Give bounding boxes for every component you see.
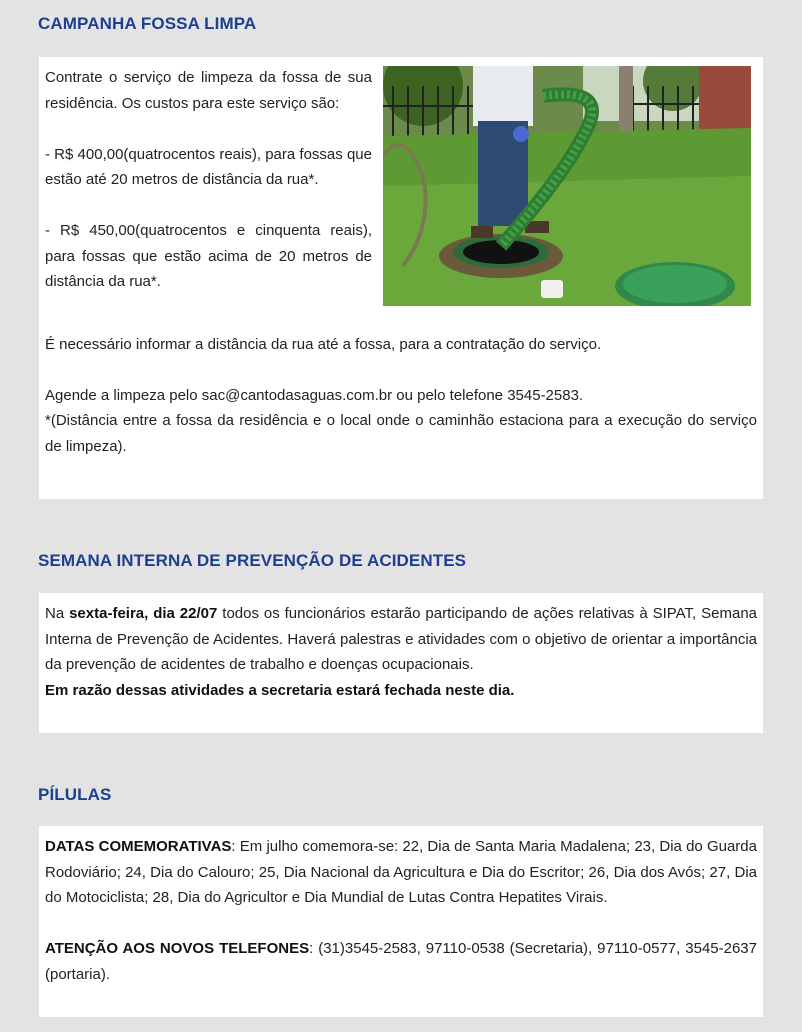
telefones-label: ATENÇÃO AOS NOVOS TELEFONES	[45, 940, 310, 957]
fossa-price-2: - R$ 450,00(quatrocentos e cinquenta reais), para fossas que estão acima de 20 metros de distância da rua*.	[45, 222, 372, 290]
sipat-body: todos os funcionários estarão participando de ações relativas à SIPAT, Semana Interna de Prevenção de Acidentes. Haverá palestras e atividades com o objetivo de orientar a importância da prevenção de acidentes de trabalho e doenças ocupacionais.	[45, 605, 758, 673]
fossa-price-1: - R$ 400,00(quatrocentos reais), para fossas que estão até 20 metros de distância da rua*.	[45, 145, 372, 188]
sipat-box	[39, 593, 763, 733]
fossa-info: É necessário informar a distância da rua até a fossa, para a contratação do serviço.	[45, 335, 602, 353]
sipat-title: SEMANA INTERNA DE PREVENÇÃO DE ACIDENTES	[38, 551, 467, 570]
septic-tank-cleaning-photo	[383, 66, 751, 306]
fossa-box	[39, 57, 763, 499]
pilulas-telefones	[45, 936, 757, 987]
fossa-title: CAMPANHA FOSSA LIMPA	[38, 14, 257, 33]
sipat-closing: Em razão dessas atividades a secretaria estará fechada neste dia.	[45, 681, 515, 699]
sipat-date: sexta-feira, dia 22/07	[69, 605, 218, 622]
fossa-text-column	[45, 65, 372, 306]
fossa-intro: Contrate o serviço de limpeza da fossa de sua residência. Os custos para este serviço são:	[45, 69, 372, 112]
datas-label: DATAS COMEMORATIVAS	[45, 838, 232, 855]
pilulas-datas	[45, 834, 757, 911]
sipat-prefix: Na	[45, 605, 70, 622]
pilulas-title: PÍLULAS	[38, 785, 112, 804]
telefones-text: : (31)3545-2583, 97110-0538 (Secretaria), 97110-0577, 3545-2637 (portaria).	[45, 940, 757, 983]
pilulas-box	[39, 826, 763, 1017]
sipat-paragraph	[45, 601, 757, 678]
fossa-note: *(Distância entre a fossa da residência e o local onde o caminhão estaciona para a execução do serviço de limpeza).	[45, 412, 757, 455]
fossa-top-row	[45, 65, 757, 306]
fossa-schedule: Agende a limpeza pelo sac@cantodasaguas.com.br ou pelo telefone 3545-2583.	[45, 386, 584, 404]
datas-text: : Em julho comemora-se: 22, Dia de Santa Maria Madalena; 23, Dia do Guarda Rodoviário; 24, Dia do Calouro; 25, Dia Nacional da Agricultura e Dia do Escritor; 26, Dia dos Avós; 27, Dia do Motociclista; 28, Dia do Agricultor e Dia Mundial de Lutas Contra Hepatites Virais.	[45, 838, 757, 906]
